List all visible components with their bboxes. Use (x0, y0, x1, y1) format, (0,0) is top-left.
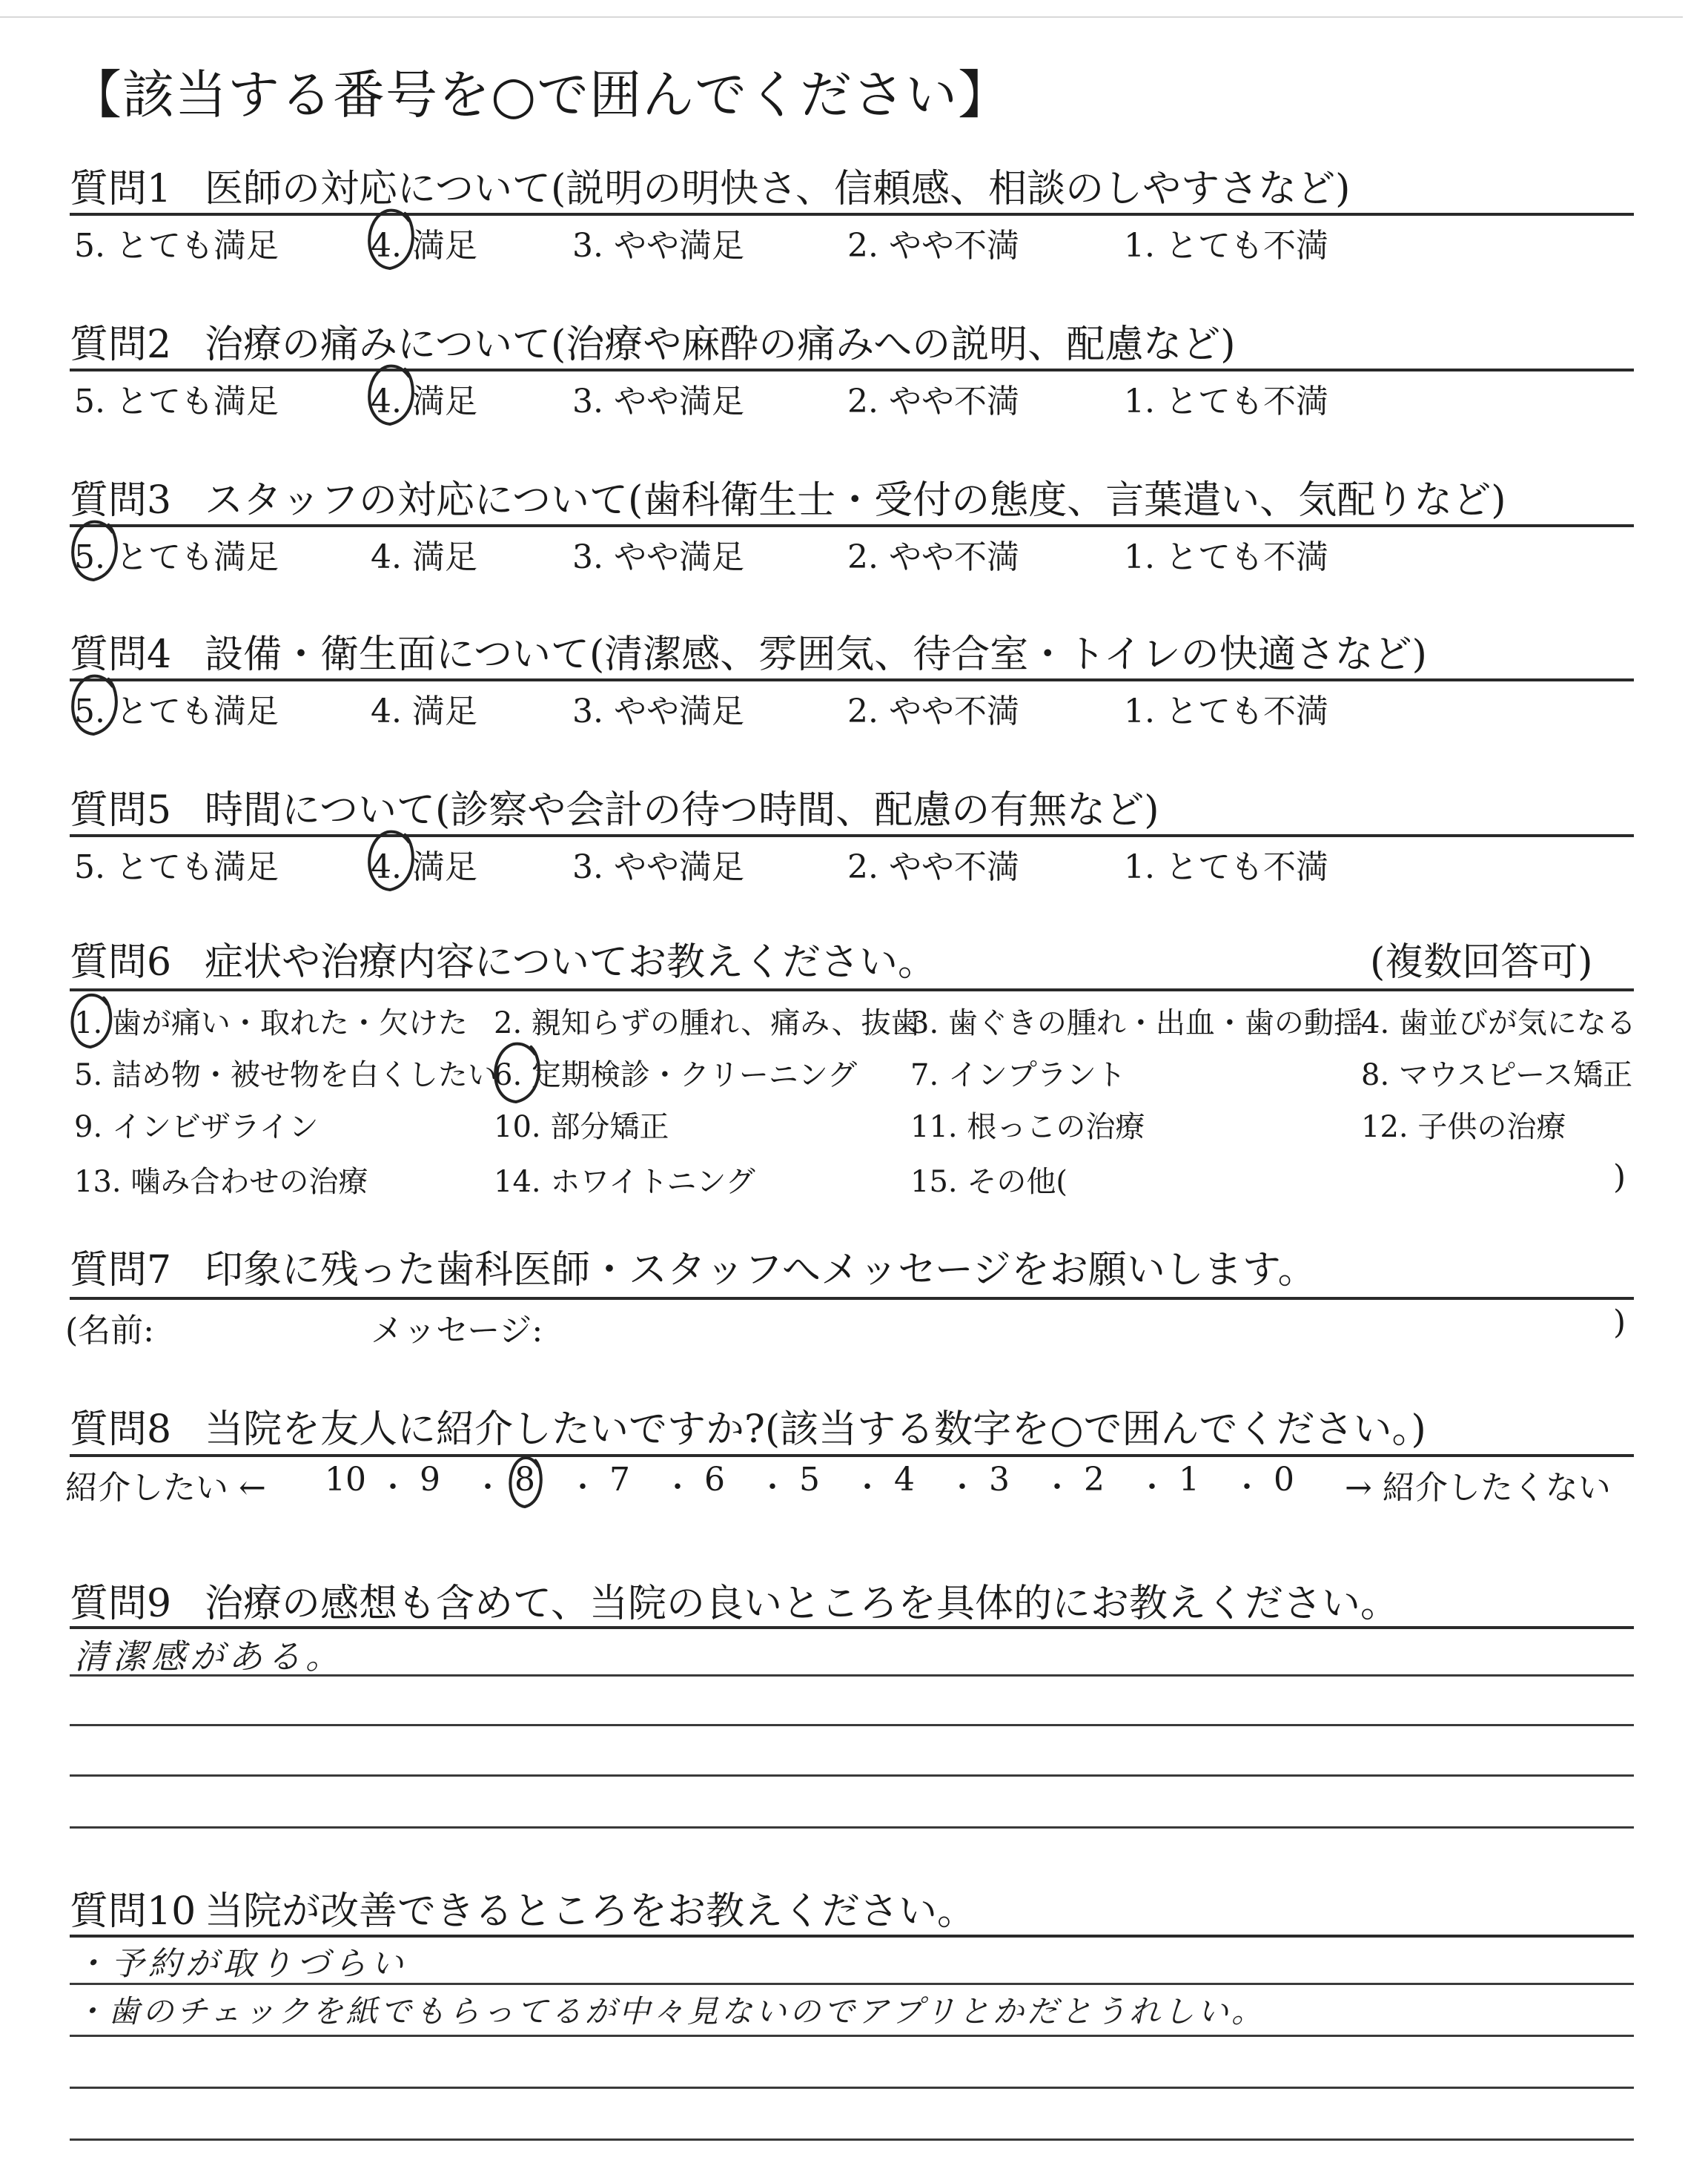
q6-option: 3. 歯ぐきの腫れ・出血・歯の動揺 (910, 1006, 1363, 1040)
question-label: 質問4 (70, 633, 172, 677)
rating-option: 5. とても満足 (74, 538, 279, 576)
q6-option: 8. マウスピース矯正 (1361, 1058, 1633, 1092)
q9-label: 質問9 (70, 1582, 172, 1626)
q8-scale-number: 2 (1084, 1461, 1105, 1499)
q8-label: 質問8 (70, 1407, 172, 1452)
rating-option: 1. とても不満 (1124, 848, 1328, 886)
q6-option: 6. 定期検診・クリーニング (494, 1058, 858, 1092)
q8-right-label: → 紹介したくない (1345, 1469, 1611, 1507)
q8-scale-separator: ・ (568, 1470, 598, 1505)
selection-circle (53, 509, 133, 595)
question-text: 医師の対応について(説明の明快さ、信頼感、相談のしやすさなど) (205, 167, 1351, 211)
rating-option: 4. 満足 (371, 693, 477, 730)
q8-scale-separator: ・ (663, 1470, 692, 1505)
q6-label: 質問6 (70, 940, 172, 985)
rating-option: 1. とても不満 (1124, 227, 1328, 265)
q9-answer-line: 清潔感がある。 (74, 1636, 344, 1677)
q8-scale-separator: ・ (758, 1470, 787, 1505)
q6-close-paren: ) (1613, 1158, 1626, 1196)
q10-write-line (70, 2035, 1634, 2037)
q6-option: 7. インプラント (910, 1058, 1126, 1092)
selection-circle (53, 982, 128, 1062)
rating-option: 2. やや不満 (847, 693, 1019, 730)
rating-option: 4. 満足 (371, 227, 477, 265)
rating-option: 1. とても不満 (1124, 383, 1328, 420)
q9-write-line (70, 1724, 1634, 1726)
rating-option: 2. やや不満 (847, 848, 1019, 886)
selection-circle (476, 1031, 556, 1117)
q10-answer-line: ・歯のチェックを紙でもらってるが中々見ないのでアプリとかだとうれしい。 (74, 1993, 1266, 2029)
q8-scale-number: 3 (989, 1461, 1010, 1499)
q6-rule (70, 988, 1634, 991)
rating-option: 4. 満足 (371, 848, 477, 886)
q9-write-line (70, 1674, 1634, 1677)
rating-option: 3. やや満足 (572, 693, 744, 730)
q10-answer-line: ・予約が取りづらい (74, 1945, 408, 1983)
q8-scale-number: 10 (325, 1461, 366, 1499)
q6-option: 10. 部分矯正 (494, 1110, 669, 1144)
q10-write-line (70, 2087, 1634, 2089)
rating-option: 5. とても満足 (74, 848, 279, 886)
question-text: 治療の痛みについて(治療や麻酔の痛みへの説明、配慮など) (205, 323, 1236, 367)
q10-label: 質問10 (70, 1889, 196, 1934)
q8-rule (70, 1454, 1634, 1457)
q9-write-line (70, 1774, 1634, 1777)
question-label: 質問1 (70, 167, 172, 211)
rating-option: 2. やや不満 (847, 383, 1019, 420)
q6-option: 9. インビザライン (74, 1110, 319, 1144)
selection-circle (350, 197, 430, 283)
q8-scale-separator: ・ (947, 1470, 977, 1505)
q10-write-line (70, 2138, 1634, 2141)
question-label: 質問3 (70, 478, 172, 523)
q8-text: 当院を友人に紹介したいですか?(該当する数字を○で囲んでください。) (205, 1407, 1426, 1452)
selection-circle (350, 353, 430, 439)
rating-option: 1. とても不満 (1124, 693, 1328, 730)
q6-text: 症状や治療内容についてお教えください。 (205, 940, 936, 985)
q7-rule (70, 1297, 1634, 1300)
q8-scale-separator: ・ (1137, 1470, 1167, 1505)
rating-option: 3. やや満足 (572, 227, 744, 265)
q7-label: 質問7 (70, 1248, 172, 1292)
rating-option: 1. とても不満 (1124, 538, 1328, 576)
q9-write-line (70, 1826, 1634, 1829)
question-label: 質問5 (70, 788, 172, 833)
question-rule (70, 834, 1634, 837)
question-rule (70, 369, 1634, 371)
rating-option: 2. やや不満 (847, 227, 1019, 265)
q8-scale-number: 1 (1179, 1461, 1199, 1499)
rating-option: 4. 満足 (371, 538, 477, 576)
q8-scale-number: 6 (704, 1461, 725, 1499)
q8-scale-number: 0 (1274, 1461, 1294, 1499)
q6-option: 5. 詰め物・被せ物を白くしたい (74, 1058, 497, 1092)
q6-option: 12. 子供の治療 (1361, 1110, 1566, 1144)
rating-option: 5. とても満足 (74, 227, 279, 265)
q6-note: (複数回答可) (1370, 940, 1593, 985)
selection-circle (492, 1444, 557, 1522)
q8-scale-number: 8 (514, 1461, 535, 1499)
q8-scale-number: 4 (894, 1461, 915, 1499)
q8-scale-separator: ・ (1042, 1470, 1072, 1505)
q8-scale-separator: ・ (853, 1470, 882, 1505)
q8-scale-separator: ・ (473, 1470, 503, 1505)
q8-scale-number: 5 (799, 1461, 820, 1499)
rating-option: 3. やや満足 (572, 848, 744, 886)
scan-edge-line (0, 16, 1683, 18)
q7-text: 印象に残った歯科医師・スタッフへメッセージをお願いします。 (205, 1248, 1317, 1292)
q9-text: 治療の感想も含めて、当院の良いところを具体的にお教えください。 (205, 1582, 1399, 1626)
q9-rule (70, 1626, 1634, 1629)
q10-write-line (70, 1983, 1634, 1985)
question-rule (70, 213, 1634, 216)
rating-option: 3. やや満足 (572, 383, 744, 420)
rating-option: 3. やや満足 (572, 538, 744, 576)
q8-scale-number: 7 (609, 1461, 630, 1499)
question-text: スタッフの対応について(歯科衛生士・受付の態度、言葉遣い、気配りなど) (205, 478, 1506, 523)
q10-text: 当院が改善できるところをお教えください。 (205, 1889, 976, 1934)
question-text: 時間について(診察や会計の待つ時間、配慮の有無など) (205, 788, 1159, 833)
q6-option: 2. 親知らずの腫れ、痛み、抜歯 (494, 1006, 921, 1040)
question-text: 設備・衛生面について(清潔感、雰囲気、待合室・トイレの快適さなど) (205, 633, 1427, 677)
rating-option: 5. とても満足 (74, 383, 279, 420)
q6-option: 14. ホワイトニング (494, 1165, 755, 1199)
selection-circle (350, 819, 430, 905)
question-label: 質問2 (70, 323, 172, 367)
q7-close-paren: ) (1613, 1304, 1626, 1341)
q8-scale-separator: ・ (378, 1470, 408, 1505)
q7-name-label: (名前: (65, 1312, 154, 1350)
question-rule (70, 524, 1634, 527)
q8-scale-separator: ・ (1232, 1470, 1262, 1505)
rating-option: 2. やや不満 (847, 538, 1019, 576)
q8-scale-number: 9 (420, 1461, 440, 1499)
q6-option: 13. 噛み合わせの治療 (74, 1165, 368, 1199)
rating-option: 4. 満足 (371, 383, 477, 420)
rating-option: 5. とても満足 (74, 693, 279, 730)
q6-option: 15. その他( (910, 1165, 1068, 1199)
q8-left-label: 紹介したい ← (65, 1469, 266, 1507)
page-heading: 【該当する番号を○で囲んでください】 (70, 65, 1011, 125)
q6-option: 1. 歯が痛い・取れた・欠けた (74, 1006, 468, 1040)
q7-message-label: メッセージ: (371, 1312, 543, 1350)
selection-circle (53, 663, 133, 749)
question-rule (70, 678, 1634, 681)
q6-option: 11. 根っこの治療 (910, 1110, 1145, 1144)
q6-option: 4. 歯並びが気になる (1361, 1006, 1636, 1040)
